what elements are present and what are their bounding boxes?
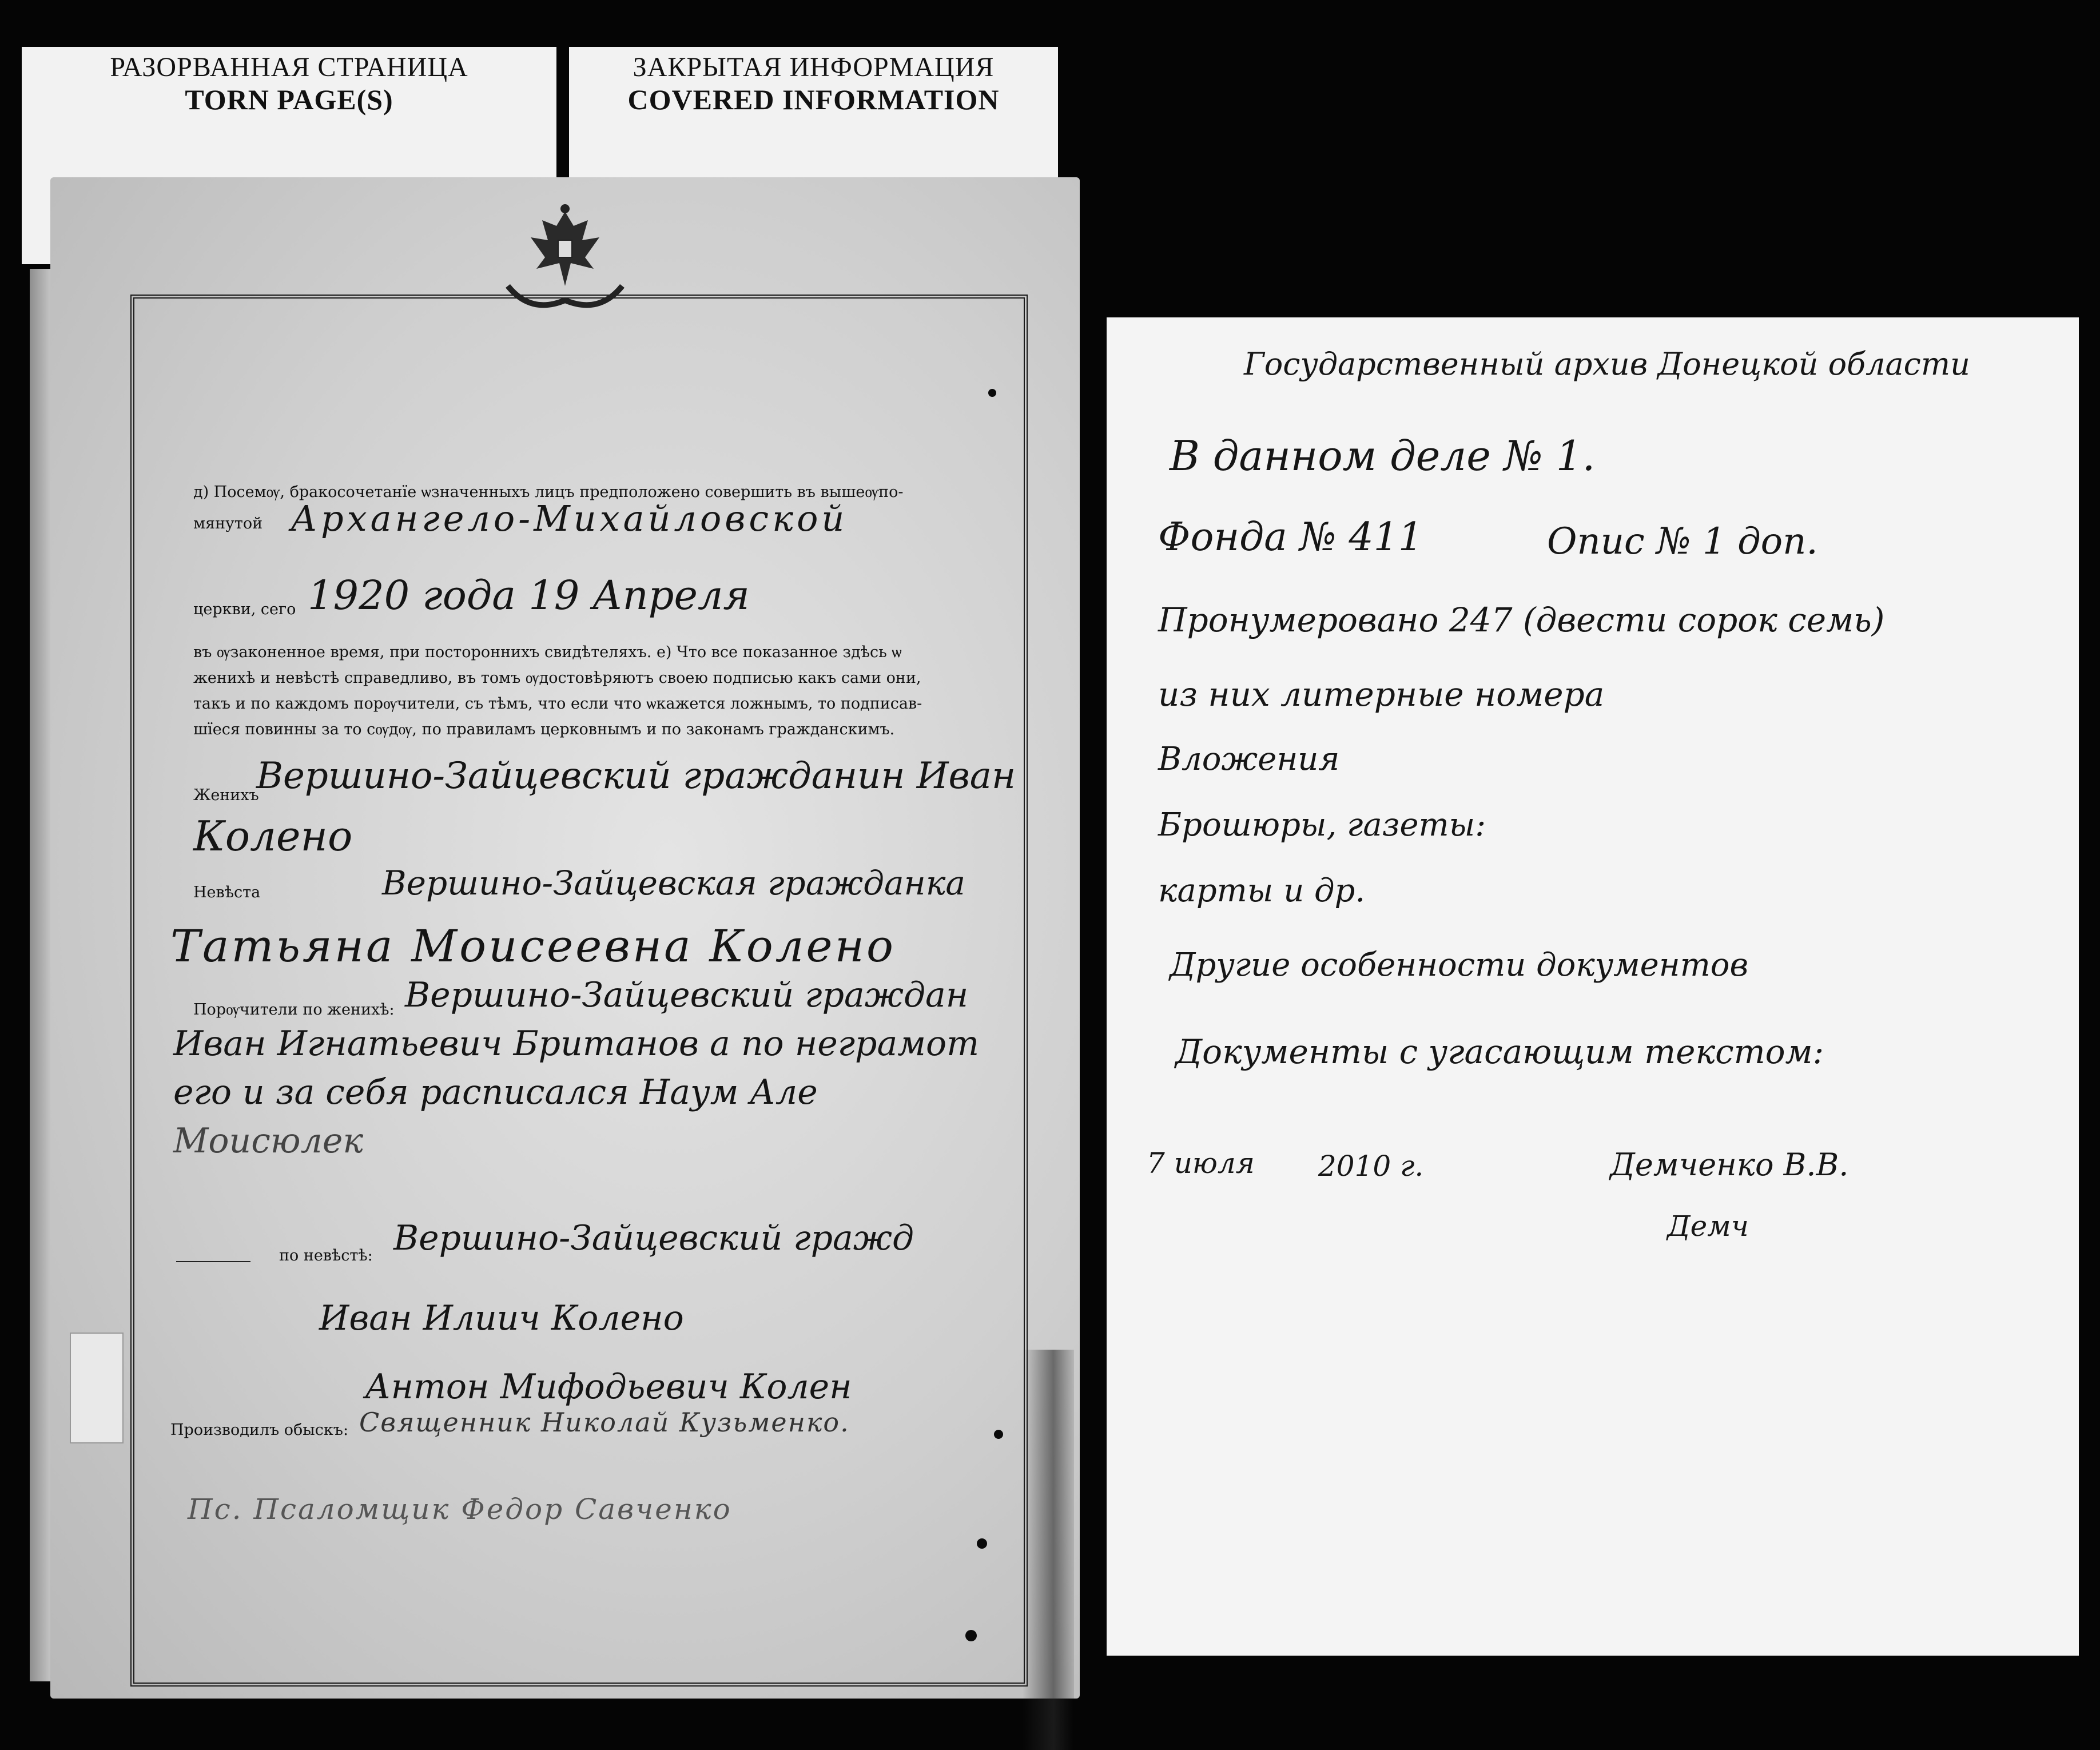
covered-info-label-ru: ЗАКРЫТАЯ ИНФОРМАЦИЯ <box>633 52 995 82</box>
year-line: 2010 г. <box>1318 1150 1424 1183</box>
archive-certification-sheet <box>1107 317 2079 1656</box>
page-edge-shadow <box>1023 1350 1074 1750</box>
hand-bride-line1: Вершино-Зайцевская гражданка <box>382 864 965 902</box>
marriage-record-page <box>50 177 1080 1699</box>
covered-info-label-en: COVERED INFORMATION <box>627 83 1000 116</box>
case-line: В данном деле № 1. <box>1170 432 1596 480</box>
hand-g-groom-line3: его и за себя расписался Наум Але <box>173 1072 818 1112</box>
hand-g-groom-line2: Иван Игнатьевич Британов а по неграмот <box>173 1024 980 1064</box>
hand-g-groom-line1: Вершино-Зайцевский граждан <box>405 975 969 1015</box>
hand-church-name: Архангело-Михайловской <box>291 498 848 539</box>
covered-info-card <box>569 47 1058 190</box>
other-features-line: Другие особенности документов <box>1170 946 1749 984</box>
hand-groom-line2: Колено <box>193 812 353 860</box>
torn-page-label-en: TORN PAGE(S) <box>185 83 393 116</box>
bride-label: Невѣста <box>193 884 261 901</box>
hand-bride-line2: Татьяна Моисеевна Колено <box>170 921 896 972</box>
torn-paper-patch <box>70 1333 124 1443</box>
archive-title: Государственный архив Донецкой области <box>1244 346 1970 382</box>
printed-lawful-2: женихѣ и невѣстѣ справедливо, въ томъ ѹдостовѣряютъ своею подписью какъ сами они, <box>193 669 921 687</box>
stamp-psalmist: Пс. Псаломщик Федор Савченко <box>188 1493 732 1526</box>
binding-hole <box>988 389 996 397</box>
groom-label: Женихъ <box>193 786 259 804</box>
opis-line: Опис № 1 доп. <box>1547 520 1818 563</box>
hand-g-bride-line3: Антон Мифодьевич Колен <box>365 1367 852 1407</box>
printed-lawful-3: такъ и по каждомъ порѹчители, съ тѣмъ, что если что ѡкажется ложнымъ, то подписав- <box>193 695 922 713</box>
brochures-line: Брошюры, газеты: <box>1158 806 1486 844</box>
letter-numbers-line: из них литерные номера <box>1158 675 1605 714</box>
signature: Демч <box>1667 1210 1749 1243</box>
binding-hole <box>994 1430 1003 1439</box>
fading-docs-line: Документы с угасающим текстом: <box>1175 1032 1824 1071</box>
guarantors-bride-label: по невѣстѣ: <box>279 1247 373 1264</box>
printed-lawful-1: въ ѹзаконенное время, при постороннихъ свидѣтеляхъ. е) Что все показанное здѣсь ѡ <box>193 643 902 661</box>
hand-g-groom-line4: Моисюлек <box>173 1121 364 1161</box>
fond-line: Фонда № 411 <box>1158 515 1423 560</box>
binding-hole <box>965 1630 977 1641</box>
printed-lawful-4: шїеся повинны за то сѹдѹ, по правиламъ церковнымъ и по законамъ гражданскимъ. <box>193 721 895 738</box>
guarantors-groom-label: Порѹчители по женихѣ: <box>193 1001 395 1019</box>
numbered-line: Пронумеровано 247 (двести сорок семь) <box>1158 600 1885 639</box>
signer-name: Демченко В.В. <box>1610 1147 1849 1183</box>
binding-hole <box>977 1538 987 1549</box>
printed-church-label: церкви, сего <box>193 600 296 618</box>
printed-line-d: д) Посемѹ, бракосочетанїе ѡзначенныхъ лицъ предположено совершить въ вышеѹпо- <box>193 483 904 501</box>
hand-date: 1920 года 19 Апреля <box>308 572 750 619</box>
date-line: 7 июля <box>1147 1147 1255 1180</box>
imperial-eagle-crest-icon <box>496 200 634 315</box>
maps-line: карты и др. <box>1158 872 1366 909</box>
hand-g-bride-line1: Вершино-Зайцевский гражд <box>393 1218 914 1258</box>
attachments-line: Вложения <box>1158 741 1340 778</box>
stamp-priest: Священник Николай Кузьменко. <box>359 1407 850 1438</box>
printed-line-d2: мянутой <box>193 515 263 532</box>
hand-g-bride-line2: Иван Илиич Колено <box>319 1298 684 1338</box>
torn-page-label-ru: РАЗОРВАННАЯ СТРАНИЦА <box>110 52 468 82</box>
search-label: Производилъ обыскъ: <box>170 1421 349 1439</box>
blank-rule <box>176 1261 250 1262</box>
hand-groom-line1: Вершино-Зайцевский гражданин Иван <box>256 755 1016 797</box>
